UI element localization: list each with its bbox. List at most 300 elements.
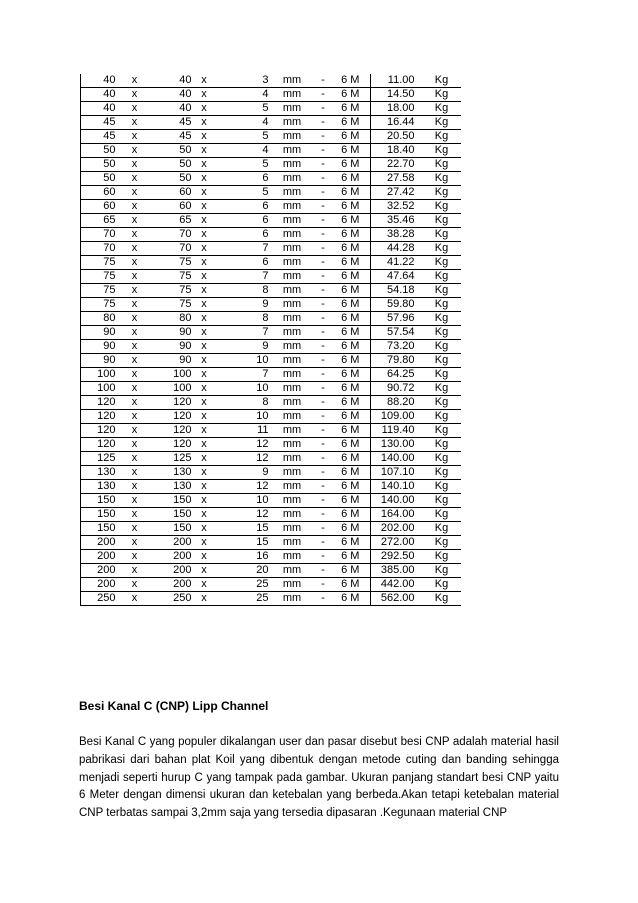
table-row <box>81 438 461 452</box>
x-sign: x <box>131 564 138 576</box>
weight-unit: Kg <box>434 102 449 114</box>
table-row <box>81 452 461 466</box>
x-sign: x <box>201 172 207 184</box>
table-row <box>81 130 461 144</box>
dash: - <box>321 466 325 478</box>
width-cell: 200 <box>81 550 116 564</box>
height-cell: 60 <box>179 200 192 212</box>
thickness-cell: 7 <box>262 368 269 380</box>
dash: - <box>321 298 325 310</box>
x-sign: x <box>131 270 138 282</box>
weight-unit: Kg <box>434 326 449 338</box>
width-cell: 100 <box>81 382 116 396</box>
x-sign: x <box>131 522 138 534</box>
height-cell: 125 <box>173 452 192 464</box>
weight-unit: Kg <box>434 578 449 590</box>
x-sign: x <box>131 410 138 422</box>
height-cell: 250 <box>173 592 192 604</box>
weight-unit: Kg <box>434 298 449 310</box>
mm-unit: mm <box>282 116 302 128</box>
width-cell: 75 <box>81 284 116 298</box>
height-cell: 150 <box>173 508 192 520</box>
length-cell: 6 M <box>331 116 371 130</box>
height-cell: 120 <box>173 410 192 422</box>
table-row <box>81 200 461 214</box>
x-sign: x <box>131 242 138 254</box>
x-sign: x <box>131 578 138 590</box>
x-sign: x <box>131 480 138 492</box>
dash: - <box>321 410 325 422</box>
dash: - <box>321 550 325 562</box>
height-cell: 130 <box>173 466 192 478</box>
dash: - <box>321 158 325 170</box>
section-body: Besi Kanal C yang populer dikalangan user dan pasar disebut besi CNP adalah material hasil pabrikasi dari bahan plat Koil yang dibentuk dengan metode cuting dan banding sehingga menjadi seperti hurup C yang tampak pada gambar. Ukuran panjang standart besi CNP yaitu 6 Meter dengan dimensi ukuran dan ketebalan yang berbeda.Akan tetapi ketebalan material CNP terbatas sampai 3,2mm saja yang tersedia dipasaran .Kegunaan material CNP <box>79 736 559 820</box>
width-cell: 125 <box>81 452 116 466</box>
weight-cell: 57.54 <box>386 326 415 338</box>
length-cell: 6 M <box>331 466 371 480</box>
weight-unit: Kg <box>434 284 449 296</box>
length-cell: 6 M <box>331 228 371 242</box>
thickness-cell: 9 <box>262 466 269 478</box>
mm-unit: mm <box>282 396 302 408</box>
dash: - <box>321 354 325 366</box>
x-sign: x <box>131 550 138 562</box>
x-sign: x <box>201 508 207 520</box>
weight-cell: 164.00 <box>380 508 415 520</box>
x-sign: x <box>131 116 138 128</box>
weight-cell: 18.00 <box>386 102 415 114</box>
table-row <box>81 116 461 130</box>
x-sign: x <box>201 200 207 212</box>
length-cell: 6 M <box>331 172 371 186</box>
mm-unit: mm <box>282 340 302 352</box>
x-sign: x <box>131 200 138 212</box>
weight-cell: 57.96 <box>386 312 415 324</box>
mm-unit: mm <box>282 438 302 450</box>
dash: - <box>321 480 325 492</box>
thickness-cell: 8 <box>262 396 269 408</box>
width-cell: 75 <box>81 298 116 312</box>
x-sign: x <box>201 214 207 226</box>
weight-cell: 59.80 <box>386 298 415 310</box>
weight-unit: Kg <box>434 130 449 142</box>
x-sign: x <box>131 438 138 450</box>
weight-cell: 140.00 <box>380 452 415 464</box>
mm-unit: mm <box>282 368 302 380</box>
width-cell: 120 <box>81 438 116 452</box>
table-row <box>81 242 461 256</box>
width-cell: 45 <box>81 116 116 130</box>
dash: - <box>321 172 325 184</box>
table-row <box>81 144 461 158</box>
x-sign: x <box>131 74 138 86</box>
height-cell: 90 <box>179 326 192 338</box>
mm-unit: mm <box>282 214 302 226</box>
length-cell: 6 M <box>331 354 371 368</box>
weight-cell: 272.00 <box>380 536 415 548</box>
height-cell: 200 <box>173 536 192 548</box>
length-cell: 6 M <box>331 424 371 438</box>
mm-unit: mm <box>282 410 302 422</box>
height-cell: 50 <box>179 144 192 156</box>
length-cell: 6 M <box>331 508 371 522</box>
weight-unit: Kg <box>434 116 449 128</box>
weight-unit: Kg <box>434 144 449 156</box>
thickness-cell: 12 <box>256 480 269 492</box>
dash: - <box>321 242 325 254</box>
weight-cell: 562.00 <box>380 592 415 604</box>
x-sign: x <box>131 256 138 268</box>
table-row <box>81 228 461 242</box>
x-sign: x <box>201 564 207 576</box>
width-cell: 50 <box>81 158 116 172</box>
thickness-cell: 5 <box>262 186 269 198</box>
length-cell: 6 M <box>331 186 371 200</box>
length-cell: 6 M <box>331 550 371 564</box>
thickness-cell: 10 <box>256 494 269 506</box>
thickness-cell: 8 <box>262 312 269 324</box>
length-cell: 6 M <box>331 326 371 340</box>
width-cell: 200 <box>81 536 116 550</box>
length-cell: 6 M <box>331 564 371 578</box>
table-row <box>81 592 461 606</box>
x-sign: x <box>131 592 138 604</box>
thickness-cell: 6 <box>262 256 269 268</box>
x-sign: x <box>131 368 138 380</box>
width-cell: 150 <box>81 522 116 536</box>
width-cell: 75 <box>81 270 116 284</box>
weight-cell: 11.00 <box>387 74 415 86</box>
weight-cell: 88.20 <box>386 396 415 408</box>
mm-unit: mm <box>282 466 302 478</box>
weight-unit: Kg <box>434 172 449 184</box>
mm-unit: mm <box>282 130 302 142</box>
x-sign: x <box>131 326 138 338</box>
weight-unit: Kg <box>434 214 449 226</box>
thickness-cell: 10 <box>256 382 269 394</box>
height-cell: 90 <box>179 354 192 366</box>
x-sign: x <box>131 172 138 184</box>
dash: - <box>321 200 325 212</box>
thickness-cell: 6 <box>262 228 269 240</box>
dash: - <box>321 424 325 436</box>
dash: - <box>321 494 325 506</box>
x-sign: x <box>131 466 138 478</box>
table-row <box>81 74 461 88</box>
mm-unit: mm <box>282 522 302 534</box>
weight-unit: Kg <box>434 242 449 254</box>
dash: - <box>321 312 325 324</box>
x-sign: x <box>131 424 138 436</box>
height-cell: 80 <box>179 312 192 324</box>
width-cell: 150 <box>81 508 116 522</box>
length-cell: 6 M <box>331 158 371 172</box>
mm-unit: mm <box>282 270 302 282</box>
thickness-cell: 11 <box>257 424 269 436</box>
x-sign: x <box>201 396 207 408</box>
x-sign: x <box>131 396 138 408</box>
mm-unit: mm <box>282 578 302 590</box>
mm-unit: mm <box>282 158 302 170</box>
weight-cell: 79.80 <box>386 354 415 366</box>
mm-unit: mm <box>282 312 302 324</box>
x-sign: x <box>201 368 207 380</box>
length-cell: 6 M <box>331 592 371 606</box>
width-cell: 200 <box>81 578 116 592</box>
table-row <box>81 550 461 564</box>
x-sign: x <box>201 74 207 86</box>
x-sign: x <box>131 354 138 366</box>
thickness-cell: 6 <box>262 200 269 212</box>
width-cell: 75 <box>81 256 116 270</box>
length-cell: 6 M <box>331 200 371 214</box>
width-cell: 80 <box>81 312 116 326</box>
x-sign: x <box>131 508 138 520</box>
mm-unit: mm <box>282 74 302 86</box>
table-row <box>81 466 461 480</box>
x-sign: x <box>131 340 138 352</box>
thickness-cell: 12 <box>256 508 269 520</box>
length-cell: 6 M <box>331 438 371 452</box>
x-sign: x <box>131 298 138 310</box>
mm-unit: mm <box>282 242 302 254</box>
width-cell: 45 <box>81 130 116 144</box>
x-sign: x <box>201 494 207 506</box>
weight-unit: Kg <box>434 88 449 100</box>
table-row <box>81 214 461 228</box>
x-sign: x <box>201 312 207 324</box>
weight-cell: 385.00 <box>380 564 415 576</box>
height-cell: 40 <box>179 88 192 100</box>
weight-cell: 90.72 <box>386 382 415 394</box>
width-cell: 130 <box>81 466 116 480</box>
table-row <box>81 340 461 354</box>
x-sign: x <box>201 438 207 450</box>
x-sign: x <box>131 536 138 548</box>
thickness-cell: 5 <box>262 130 269 142</box>
thickness-cell: 12 <box>256 438 269 450</box>
width-cell: 120 <box>81 424 116 438</box>
height-cell: 65 <box>179 214 192 226</box>
weight-unit: Kg <box>434 382 449 394</box>
weight-unit: Kg <box>434 536 449 548</box>
thickness-cell: 5 <box>262 158 269 170</box>
thickness-cell: 5 <box>262 102 269 114</box>
dash: - <box>321 368 325 380</box>
x-sign: x <box>201 452 207 464</box>
dash: - <box>321 186 325 198</box>
length-cell: 6 M <box>331 578 371 592</box>
x-sign: x <box>201 410 207 422</box>
weight-unit: Kg <box>434 564 449 576</box>
table-row <box>81 480 461 494</box>
length-cell: 6 M <box>331 522 371 536</box>
width-cell: 200 <box>81 564 116 578</box>
weight-cell: 202.00 <box>380 522 415 534</box>
dash: - <box>321 382 325 394</box>
length-cell: 6 M <box>331 284 371 298</box>
x-sign: x <box>201 382 207 394</box>
x-sign: x <box>131 452 138 464</box>
weight-cell: 292.50 <box>380 550 415 562</box>
width-cell: 70 <box>81 228 116 242</box>
height-cell: 45 <box>179 130 192 142</box>
width-cell: 130 <box>81 480 116 494</box>
weight-unit: Kg <box>434 550 449 562</box>
weight-cell: 16.44 <box>386 116 415 128</box>
table-row <box>81 312 461 326</box>
mm-unit: mm <box>282 102 302 114</box>
height-cell: 40 <box>179 74 192 86</box>
width-cell: 50 <box>81 144 116 158</box>
weight-cell: 140.00 <box>380 494 415 506</box>
weight-cell: 27.58 <box>386 172 415 184</box>
length-cell: 6 M <box>331 340 371 354</box>
weight-cell: 64.25 <box>386 368 415 380</box>
dash: - <box>321 74 325 86</box>
weight-cell: 54.18 <box>386 284 415 296</box>
weight-cell: 442.00 <box>380 578 415 590</box>
dash: - <box>321 214 325 226</box>
thickness-cell: 4 <box>262 144 269 156</box>
weight-unit: Kg <box>434 494 449 506</box>
x-sign: x <box>201 466 207 478</box>
width-cell: 40 <box>81 102 116 116</box>
dash: - <box>321 102 325 114</box>
length-cell: 6 M <box>331 312 371 326</box>
table-row <box>81 186 461 200</box>
weight-cell: 119.40 <box>381 424 415 436</box>
width-cell: 120 <box>81 410 116 424</box>
weight-unit: Kg <box>434 480 449 492</box>
dash: - <box>321 228 325 240</box>
mm-unit: mm <box>282 186 302 198</box>
thickness-cell: 4 <box>262 88 269 100</box>
weight-cell: 20.50 <box>386 130 415 142</box>
length-cell: 6 M <box>331 396 371 410</box>
height-cell: 120 <box>173 396 192 408</box>
width-cell: 150 <box>81 494 116 508</box>
dash: - <box>321 536 325 548</box>
height-cell: 70 <box>179 228 192 240</box>
mm-unit: mm <box>282 424 302 436</box>
x-sign: x <box>131 494 138 506</box>
weight-cell: 35.46 <box>386 214 415 226</box>
weight-unit: Kg <box>434 186 449 198</box>
mm-unit: mm <box>282 494 302 506</box>
x-sign: x <box>131 214 138 226</box>
mm-unit: mm <box>282 284 302 296</box>
weight-cell: 38.28 <box>386 228 415 240</box>
mm-unit: mm <box>282 298 302 310</box>
weight-unit: Kg <box>434 256 449 268</box>
length-cell: 6 M <box>331 494 371 508</box>
weight-cell: 41.22 <box>386 256 415 268</box>
dash: - <box>321 578 325 590</box>
dash: - <box>321 88 325 100</box>
length-cell: 6 M <box>331 256 371 270</box>
x-sign: x <box>131 102 138 114</box>
x-sign: x <box>201 326 207 338</box>
dash: - <box>321 144 325 156</box>
table-row <box>81 326 461 340</box>
x-sign: x <box>201 116 207 128</box>
mm-unit: mm <box>282 592 302 604</box>
table-row <box>81 564 461 578</box>
table-row <box>81 172 461 186</box>
width-cell: 65 <box>81 214 116 228</box>
weight-unit: Kg <box>434 438 449 450</box>
width-cell: 50 <box>81 172 116 186</box>
dash: - <box>321 396 325 408</box>
x-sign: x <box>131 88 138 100</box>
dash: - <box>321 438 325 450</box>
table-row <box>81 424 461 438</box>
table-row <box>81 256 461 270</box>
table-row <box>81 368 461 382</box>
length-cell: 6 M <box>331 74 371 88</box>
table-row <box>81 522 461 536</box>
height-cell: 70 <box>179 242 192 254</box>
length-cell: 6 M <box>331 382 371 396</box>
length-cell: 6 M <box>331 410 371 424</box>
x-sign: x <box>201 186 207 198</box>
table-row <box>81 88 461 102</box>
thickness-cell: 6 <box>262 172 269 184</box>
length-cell: 6 M <box>331 214 371 228</box>
x-sign: x <box>201 130 207 142</box>
length-cell: 6 M <box>331 130 371 144</box>
mm-unit: mm <box>282 88 302 100</box>
height-cell: 75 <box>179 298 192 310</box>
table-body <box>81 74 461 606</box>
dash: - <box>321 284 325 296</box>
height-cell: 100 <box>173 382 192 394</box>
weight-unit: Kg <box>434 312 449 324</box>
x-sign: x <box>131 158 138 170</box>
width-cell: 250 <box>81 592 116 606</box>
table-row <box>81 298 461 312</box>
mm-unit: mm <box>282 550 302 562</box>
x-sign: x <box>131 382 138 394</box>
weight-unit: Kg <box>434 410 449 422</box>
thickness-cell: 6 <box>262 214 269 226</box>
thickness-cell: 3 <box>262 74 269 86</box>
thickness-cell: 25 <box>256 578 269 590</box>
thickness-cell: 25 <box>256 592 269 604</box>
width-cell: 60 <box>81 200 116 214</box>
weight-unit: Kg <box>434 452 449 464</box>
height-cell: 200 <box>173 578 192 590</box>
table-row <box>81 102 461 116</box>
mm-unit: mm <box>282 508 302 520</box>
weight-cell: 73.20 <box>386 340 415 352</box>
thickness-cell: 20 <box>256 564 269 576</box>
weight-cell: 32.52 <box>386 200 415 212</box>
weight-unit: Kg <box>434 424 449 436</box>
dash: - <box>321 452 325 464</box>
height-cell: 150 <box>173 522 192 534</box>
x-sign: x <box>201 480 207 492</box>
x-sign: x <box>131 186 138 198</box>
x-sign: x <box>201 144 207 156</box>
height-cell: 120 <box>173 438 192 450</box>
thickness-cell: 7 <box>262 326 269 338</box>
weight-unit: Kg <box>434 340 449 352</box>
thickness-cell: 10 <box>256 410 269 422</box>
weight-unit: Kg <box>434 396 449 408</box>
table-row <box>81 536 461 550</box>
